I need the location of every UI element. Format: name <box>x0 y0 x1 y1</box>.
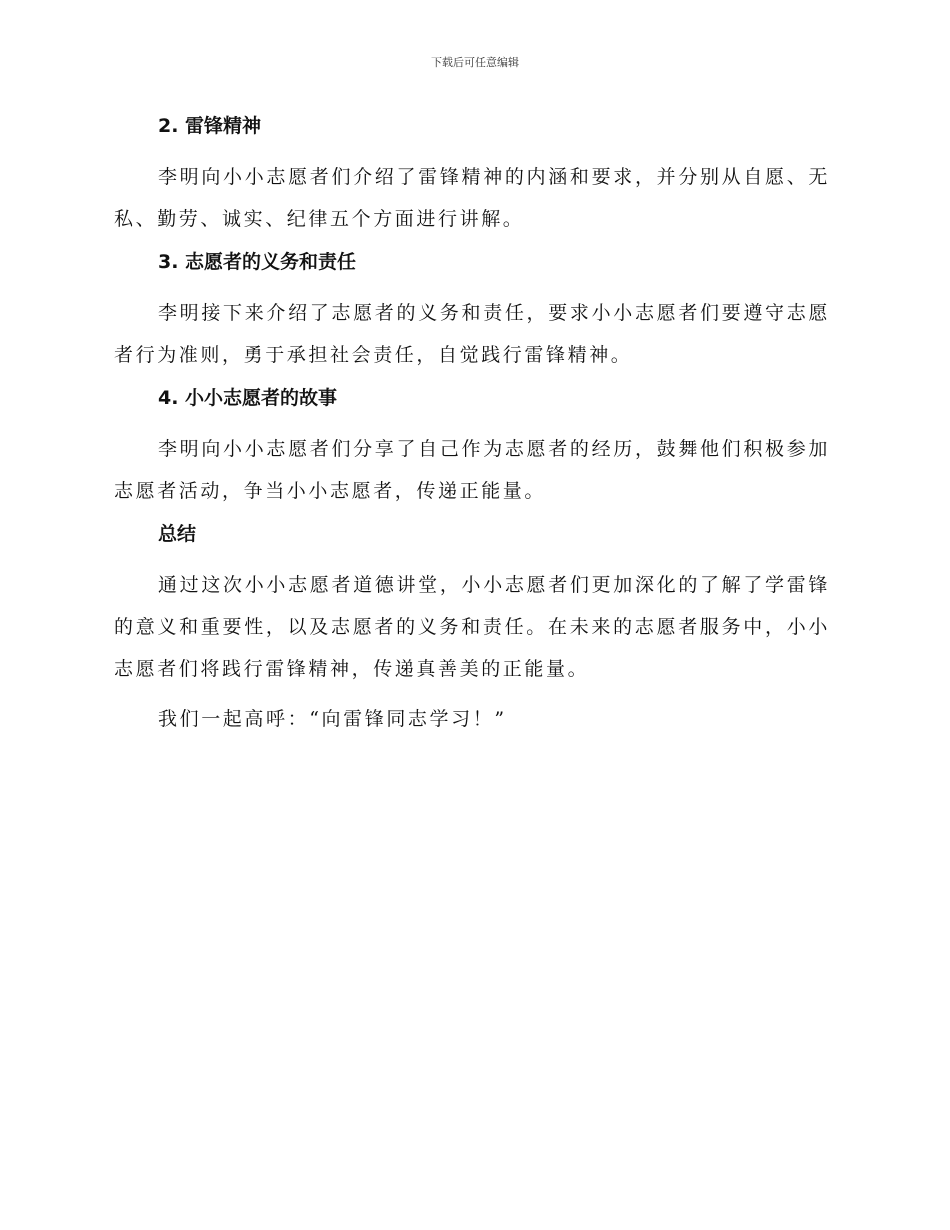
section-paragraph: 通过这次小小志愿者道德讲堂，小小志愿者们更加深化的了解了学雷锋的意义和重要性，以及志愿者的义务和责任。在未来的志愿者服务中，小小志愿者们将践行雷锋精神，传递真善美的正能量。 <box>114 574 830 680</box>
section-paragraph: 李明接下来介绍了志愿者的义务和责任，要求小小志愿者们要遵守志愿者行为准则，勇于承担社会责任，自觉践行雷锋精神。 <box>114 302 830 366</box>
section-volunteer-duties <box>114 248 830 376</box>
closing-line: 我们一起高呼：“向雷锋同志学习！” <box>158 708 507 730</box>
section-summary <box>114 520 830 690</box>
section-lei-feng-spirit <box>114 112 830 240</box>
section-heading: 3. 志愿者的义务和责任 <box>158 251 357 273</box>
section-paragraph: 李明向小小志愿者们分享了自己作为志愿者的经历，鼓舞他们积极参加志愿者活动，争当小小志愿者，传递正能量。 <box>114 438 830 502</box>
document-body <box>114 112 830 748</box>
page-header: 下载后可任意编辑 <box>431 56 519 69</box>
section-volunteer-stories <box>114 384 830 512</box>
section-heading: 4. 小小志愿者的故事 <box>158 387 338 409</box>
section-heading: 2. 雷锋精神 <box>158 115 262 137</box>
section-paragraph: 李明向小小志愿者们介绍了雷锋精神的内涵和要求，并分别从自愿、无私、勤劳、诚实、纪律五个方面进行讲解。 <box>114 166 830 230</box>
section-heading: 总结 <box>158 523 197 545</box>
